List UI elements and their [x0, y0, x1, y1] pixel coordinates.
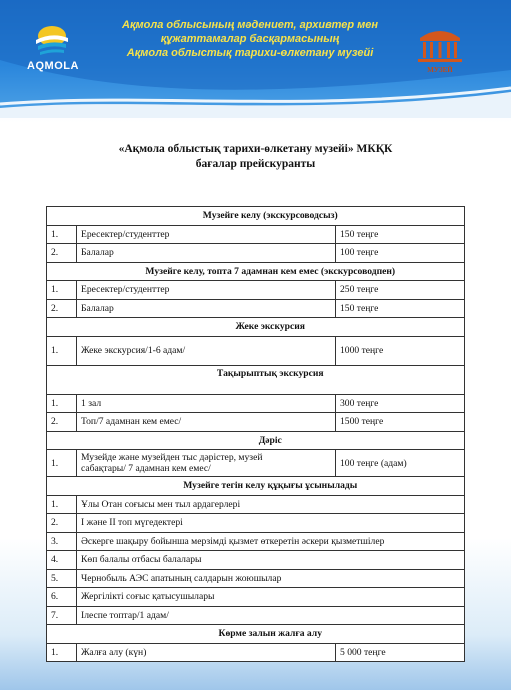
row-description [77, 450, 336, 477]
page-header [0, 0, 511, 118]
table-row [47, 244, 465, 263]
section-heading-row [47, 207, 465, 226]
row-price: 150 теңге [336, 225, 465, 244]
row-description: Чернобыль АЭС апатының салдарын жоюшылар [77, 569, 465, 588]
section-heading: Музейге келу, топта 7 адамнан кем емес (экскурсоводпен) [77, 262, 465, 281]
table-row [47, 413, 465, 432]
row-number: 2. [47, 244, 77, 263]
empty-cell [47, 365, 77, 394]
table-row [47, 336, 465, 365]
document-title-line1: «Ақмола облыстық тарихи-өлкетану музейі» МКҚК [118, 143, 393, 155]
section-heading-row [47, 318, 465, 337]
empty-cell [47, 477, 77, 496]
row-number: 6. [47, 588, 77, 607]
row-description: 1 зал [77, 394, 336, 413]
row-price: 100 теңге [336, 244, 465, 263]
section-heading: Музейге келу (экскурсоводсыз) [77, 207, 465, 226]
table-row [47, 495, 465, 514]
row-description: Жергілікті соғыс қатысушылары [77, 588, 465, 607]
row-price: 1500 теңге [336, 413, 465, 432]
header-title [100, 18, 400, 60]
section-heading: Жеке экскурсия [77, 318, 465, 337]
row-number: 1. [47, 336, 77, 365]
row-number: 1. [47, 281, 77, 300]
row-price: 250 теңге [336, 281, 465, 300]
row-description: Жеке экскурсия/1-6 адам/ [77, 336, 336, 365]
museum-logo-text: МУЗЕЙ [427, 66, 453, 74]
row-description: Ересектер/студенттер [77, 281, 336, 300]
row-description: Жалға алу (күн) [77, 643, 336, 662]
row-number: 1. [47, 495, 77, 514]
museum-building-icon [410, 22, 470, 66]
museum-logo [410, 22, 470, 78]
row-number: 1. [47, 394, 77, 413]
table-row [47, 643, 465, 662]
table-row [47, 450, 465, 477]
section-heading: Тақырыптық экскурсия [77, 365, 465, 394]
header-title-line: құжаттамалар басқармасының [160, 33, 340, 45]
row-number: 2. [47, 514, 77, 533]
row-price: 1000 теңге [336, 336, 465, 365]
row-number: 1. [47, 450, 77, 477]
row-number: 5. [47, 569, 77, 588]
row-number: 2. [47, 299, 77, 318]
table-row [47, 569, 465, 588]
empty-cell [47, 625, 77, 644]
document-title-line2: бағалар прейскуранты [195, 158, 316, 170]
row-description-line: Музейде және музейден тыс дәрістер, музей [81, 452, 263, 463]
table-row [47, 281, 465, 300]
table-row [47, 588, 465, 607]
empty-cell [47, 262, 77, 281]
row-description: Балалар [77, 299, 336, 318]
row-description: Топ/7 адамнан кем емес/ [77, 413, 336, 432]
row-price: 100 теңге (адам) [336, 450, 465, 477]
row-number: 1. [47, 225, 77, 244]
price-list-table [46, 206, 465, 662]
document-title [60, 142, 451, 172]
row-description: I және II топ мүгедектері [77, 514, 465, 533]
table-row [47, 551, 465, 570]
row-description: Ілеспе топтар/1 адам/ [77, 606, 465, 625]
aqmola-emblem-icon [32, 22, 72, 58]
header-title-line: Ақмола облысының мәдениет, архивтер мен [122, 19, 378, 31]
table-row [47, 225, 465, 244]
table-row [47, 514, 465, 533]
section-heading: Музейге тегін келу құқығы ұсынылады [77, 477, 465, 496]
row-description: Әскерге шақыру бойынша мерзімді қызмет өткеретін әскери қызметшілер [77, 532, 465, 551]
section-heading-row [47, 625, 465, 644]
row-price: 300 теңге [336, 394, 465, 413]
section-heading-row [47, 365, 465, 394]
row-description: Ұлы Отан соғысы мен тыл ардагерлері [77, 495, 465, 514]
row-number: 4. [47, 551, 77, 570]
table-row [47, 606, 465, 625]
row-price: 5 000 теңге [336, 643, 465, 662]
aqmola-logo-text: AQMOLA [27, 60, 79, 72]
section-heading: Дәріс [77, 431, 465, 450]
section-heading: Көрме залын жалға алу [77, 625, 465, 644]
row-description: Ересектер/студенттер [77, 225, 336, 244]
section-heading-row [47, 477, 465, 496]
section-heading-row [47, 262, 465, 281]
empty-cell [47, 207, 77, 226]
empty-cell [47, 431, 77, 450]
row-number: 3. [47, 532, 77, 551]
table-row [47, 532, 465, 551]
aqmola-logo [22, 20, 82, 82]
row-price: 150 теңге [336, 299, 465, 318]
row-number: 2. [47, 413, 77, 432]
table-row [47, 299, 465, 318]
section-heading-row [47, 431, 465, 450]
row-description: Көп балалы отбасы балалары [77, 551, 465, 570]
table-row [47, 394, 465, 413]
row-description: Балалар [77, 244, 336, 263]
row-number: 1. [47, 643, 77, 662]
row-number: 7. [47, 606, 77, 625]
header-title-line: Ақмола облыстық тарихи-өлкетану музейі [126, 47, 374, 59]
row-description-line: сабақтары/ 7 адамнан кем емес/ [81, 463, 211, 474]
empty-cell [47, 318, 77, 337]
